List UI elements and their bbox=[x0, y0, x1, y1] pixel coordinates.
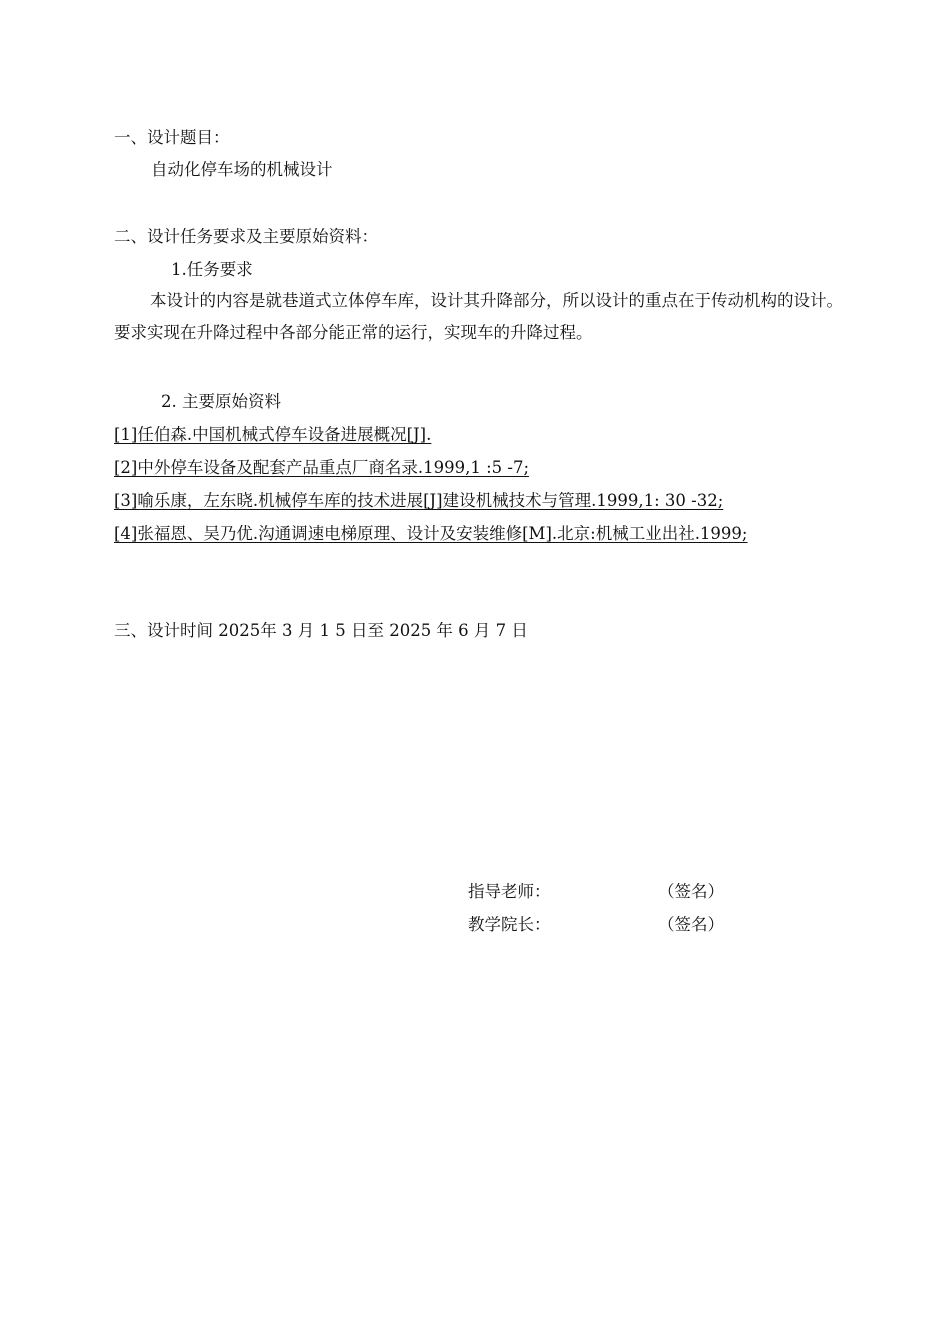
reference-item: [3]喻乐康，左东晓.机械停车库的技术进展[J]建设机械技术与管理.1999,1: 30 -32; bbox=[114, 491, 724, 510]
section1-heading: 一、设计题目： bbox=[114, 128, 230, 147]
reference-item: [1]任伯森.中国机械式停车设备进展概况[J]. bbox=[114, 425, 432, 444]
section2-heading: 二、设计任务要求及主要原始资料： bbox=[114, 227, 378, 246]
design-time: 三、设计时间 2025年 3 月 1 5 日至 2025 年 6 月 7 日 bbox=[114, 621, 528, 640]
signature-label: 教学院长： bbox=[468, 915, 551, 934]
subsection-source-materials: 2. 主要原始资料 bbox=[161, 392, 281, 411]
signature-note: （签名） bbox=[658, 915, 724, 934]
design-title: 自动化停车场的机械设计 bbox=[151, 160, 333, 179]
task-paragraph bbox=[114, 285, 859, 349]
signature-dean bbox=[468, 914, 768, 936]
reference-item: [4]张福恩、吴乃优.沟通调速电梯原理、设计及安装维修[M].北京:机械工业出社.1999; bbox=[114, 524, 748, 543]
reference-item: [2]中外停车设备及配套产品重点厂商名录.1999,1 :5 -7; bbox=[114, 458, 530, 477]
signature-label: 指导老师： bbox=[468, 882, 551, 901]
signature-advisor bbox=[468, 881, 768, 903]
task-paragraph-text: 本设计的内容是就巷道式立体停车库，设计其升降部分，所以设计的重点在于传动机构的设计。要求实现在升降过程中各部分能正常的运行，实现车的升降过程。 bbox=[114, 291, 843, 342]
subsection-task-requirements: 1.任务要求 bbox=[171, 260, 253, 279]
signature-note: （签名） bbox=[658, 882, 724, 901]
